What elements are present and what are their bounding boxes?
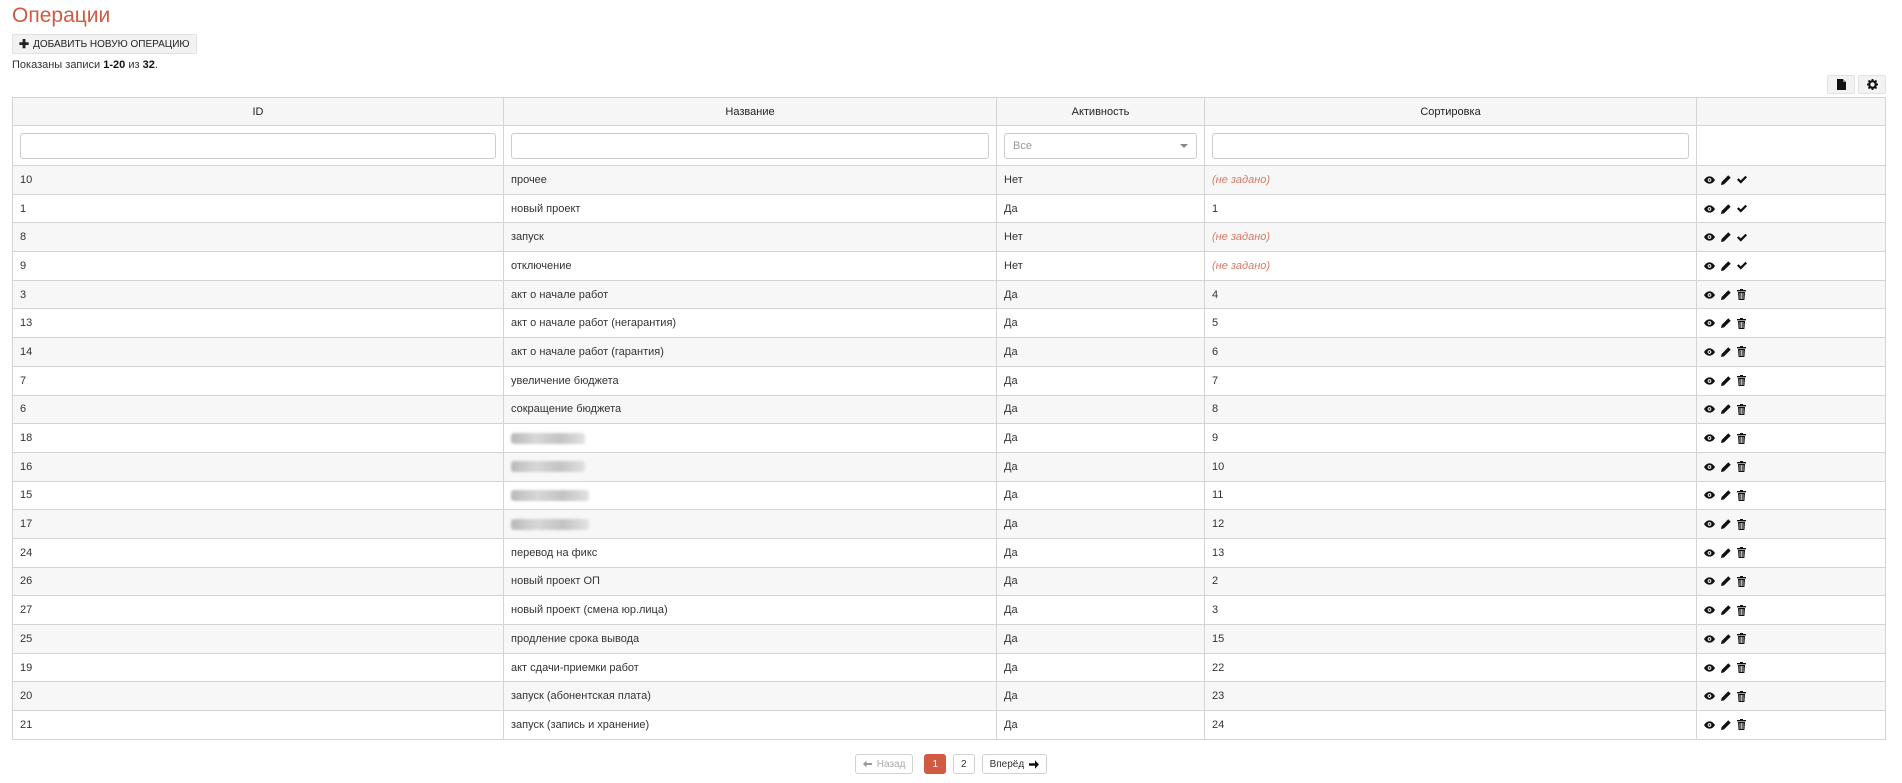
trash-icon[interactable] <box>1737 547 1746 558</box>
check-icon[interactable] <box>1737 204 1747 213</box>
row-actions <box>1704 633 1878 644</box>
cell-sort: 10 <box>1205 452 1697 481</box>
records-summary <box>12 59 158 71</box>
cell-sort: (не задано) <box>1205 252 1697 281</box>
table-row <box>13 538 1886 567</box>
row-actions <box>1704 232 1878 242</box>
redacted-text <box>511 461 585 472</box>
cell-id: 10 <box>13 166 504 195</box>
cell-active: Да <box>997 395 1205 424</box>
eye-icon[interactable] <box>1704 233 1715 241</box>
cell-id: 21 <box>13 711 504 740</box>
cell-sort: 23 <box>1205 682 1697 711</box>
filter-cell-active <box>997 126 1205 166</box>
table-row <box>13 625 1886 654</box>
cell-actions <box>1697 395 1886 424</box>
cell-id: 14 <box>13 338 504 367</box>
prev-page-button[interactable] <box>855 754 914 774</box>
pencil-icon[interactable] <box>1721 605 1731 615</box>
table-row <box>13 510 1886 539</box>
check-icon[interactable] <box>1737 261 1747 270</box>
page-title: Операции <box>12 4 111 27</box>
filter-cell-actions <box>1697 126 1886 166</box>
eye-icon[interactable] <box>1704 348 1715 356</box>
filter-cell-id <box>13 126 504 166</box>
header-sort[interactable]: Сортировка <box>1205 98 1697 126</box>
eye-icon[interactable] <box>1704 291 1715 299</box>
cell-id: 27 <box>13 596 504 625</box>
row-actions <box>1704 461 1878 472</box>
eye-icon[interactable] <box>1704 721 1715 729</box>
cell-id: 9 <box>13 252 504 281</box>
table-row <box>13 280 1886 309</box>
cell-actions <box>1697 338 1886 367</box>
cell-name: продление срока вывода <box>504 625 997 654</box>
cell-sort: 15 <box>1205 625 1697 654</box>
cell-name: сокращение бюджета <box>504 395 997 424</box>
trash-icon[interactable] <box>1737 318 1746 329</box>
cell-sort: 24 <box>1205 711 1697 740</box>
cell-id: 1 <box>13 194 504 223</box>
arrow-right-icon <box>1029 760 1039 769</box>
cell-actions <box>1697 309 1886 338</box>
cell-sort: 1 <box>1205 194 1697 223</box>
pencil-icon[interactable] <box>1721 347 1731 357</box>
cell-name: увеличение бюджета <box>504 366 997 395</box>
cell-name: акт о начале работ (гарантия) <box>504 338 997 367</box>
row-actions <box>1704 662 1878 673</box>
cell-actions <box>1697 711 1886 740</box>
cell-name <box>504 424 997 453</box>
cell-actions <box>1697 682 1886 711</box>
cell-name: новый проект <box>504 194 997 223</box>
cell-active: Да <box>997 424 1205 453</box>
cell-active: Да <box>997 452 1205 481</box>
redacted-text <box>511 433 585 444</box>
cell-name: новый проект ОП <box>504 567 997 596</box>
cell-sort: 7 <box>1205 366 1697 395</box>
row-actions <box>1704 175 1878 185</box>
cell-actions <box>1697 424 1886 453</box>
trash-icon[interactable] <box>1737 490 1746 501</box>
cell-active: Да <box>997 538 1205 567</box>
cell-name: отключение <box>504 252 997 281</box>
eye-icon[interactable] <box>1704 176 1715 184</box>
table-row <box>13 338 1886 367</box>
cell-actions <box>1697 481 1886 510</box>
table-row <box>13 682 1886 711</box>
row-actions <box>1704 346 1878 357</box>
row-actions <box>1704 547 1878 558</box>
cell-active: Да <box>997 338 1205 367</box>
next-page-button[interactable] <box>982 754 1048 774</box>
row-actions <box>1704 576 1878 587</box>
table-row <box>13 424 1886 453</box>
trash-icon[interactable] <box>1737 404 1746 415</box>
pencil-icon[interactable] <box>1721 318 1731 328</box>
cell-id: 6 <box>13 395 504 424</box>
cell-name: запуск (абонентская плата) <box>504 682 997 711</box>
pencil-icon[interactable] <box>1721 404 1731 414</box>
pencil-icon[interactable] <box>1721 576 1731 586</box>
cell-sort: 3 <box>1205 596 1697 625</box>
filter-id-input[interactable] <box>20 133 496 159</box>
eye-icon[interactable] <box>1704 635 1715 643</box>
plus-icon: ✚ <box>19 37 30 51</box>
eye-icon[interactable] <box>1704 463 1715 471</box>
cell-actions <box>1697 166 1886 195</box>
row-actions <box>1704 318 1878 329</box>
cell-active: Да <box>997 194 1205 223</box>
cell-active: Нет <box>997 252 1205 281</box>
cell-name: акт о начале работ (негарантия) <box>504 309 997 338</box>
pencil-icon[interactable] <box>1721 490 1731 500</box>
pencil-icon[interactable] <box>1721 232 1731 242</box>
cell-sort: (не задано) <box>1205 223 1697 252</box>
pagination <box>0 754 1902 774</box>
pencil-icon[interactable] <box>1721 634 1731 644</box>
trash-icon[interactable] <box>1737 289 1746 300</box>
table-row <box>13 395 1886 424</box>
eye-icon[interactable] <box>1704 319 1715 327</box>
summary-total: 32 <box>142 59 155 71</box>
cell-name <box>504 481 997 510</box>
cell-id: 15 <box>13 481 504 510</box>
pencil-icon[interactable] <box>1721 261 1731 271</box>
cell-active: Нет <box>997 166 1205 195</box>
eye-icon[interactable] <box>1704 664 1715 672</box>
trash-icon[interactable] <box>1737 605 1746 616</box>
table-row <box>13 567 1886 596</box>
cell-sort: 4 <box>1205 280 1697 309</box>
cell-active: Да <box>997 711 1205 740</box>
trash-icon[interactable] <box>1737 433 1746 444</box>
cell-active: Да <box>997 280 1205 309</box>
cell-actions <box>1697 538 1886 567</box>
cell-active: Да <box>997 567 1205 596</box>
file-icon <box>1837 79 1846 90</box>
cell-actions <box>1697 252 1886 281</box>
trash-icon[interactable] <box>1737 461 1746 472</box>
add-operation-label: ДОБАВИТЬ НОВУЮ ОПЕРАЦИЮ <box>33 38 190 50</box>
eye-icon[interactable] <box>1704 434 1715 442</box>
cell-sort: (не задано) <box>1205 166 1697 195</box>
eye-icon[interactable] <box>1704 205 1715 213</box>
table-row <box>13 653 1886 682</box>
pencil-icon[interactable] <box>1721 519 1731 529</box>
cell-actions <box>1697 625 1886 654</box>
cell-name: акт о начале работ <box>504 280 997 309</box>
cell-actions <box>1697 452 1886 481</box>
pencil-icon[interactable] <box>1721 376 1731 386</box>
trash-icon[interactable] <box>1737 691 1746 702</box>
filter-cell-name <box>504 126 997 166</box>
redacted-text <box>511 519 589 530</box>
pencil-icon[interactable] <box>1721 290 1731 300</box>
cell-id: 26 <box>13 567 504 596</box>
cell-actions <box>1697 280 1886 309</box>
summary-of: из <box>128 59 140 71</box>
redacted-text <box>511 490 589 501</box>
prev-page-label: Назад <box>876 758 906 770</box>
cell-active: Да <box>997 481 1205 510</box>
row-actions <box>1704 719 1878 730</box>
cell-name: новый проект (смена юр.лица) <box>504 596 997 625</box>
filter-cell-sort <box>1205 126 1697 166</box>
row-actions <box>1704 204 1878 214</box>
check-icon[interactable] <box>1737 233 1747 242</box>
cell-active: Нет <box>997 223 1205 252</box>
cell-active: Да <box>997 309 1205 338</box>
cell-actions <box>1697 596 1886 625</box>
add-operation-button[interactable] <box>12 34 197 54</box>
cell-id: 24 <box>13 538 504 567</box>
cell-id: 3 <box>13 280 504 309</box>
cell-actions <box>1697 510 1886 539</box>
eye-icon[interactable] <box>1704 262 1715 270</box>
summary-end: . <box>154 59 158 71</box>
cell-active: Да <box>997 510 1205 539</box>
cell-actions <box>1697 194 1886 223</box>
pencil-icon[interactable] <box>1721 433 1731 443</box>
cell-name: перевод на фикс <box>504 538 997 567</box>
cell-id: 8 <box>13 223 504 252</box>
filter-name-input[interactable] <box>511 133 989 159</box>
trash-icon[interactable] <box>1737 346 1746 357</box>
table-row <box>13 481 1886 510</box>
pencil-icon[interactable] <box>1721 462 1731 472</box>
eye-icon[interactable] <box>1704 491 1715 499</box>
header-actions <box>1697 98 1886 126</box>
table-row <box>13 452 1886 481</box>
trash-icon[interactable] <box>1737 662 1746 673</box>
table-row <box>13 194 1886 223</box>
cell-sort: 13 <box>1205 538 1697 567</box>
next-page-label: Вперёд <box>989 758 1025 770</box>
row-actions <box>1704 375 1878 386</box>
page-2-button[interactable]: 2 <box>953 754 975 774</box>
cell-active: Да <box>997 366 1205 395</box>
eye-icon[interactable] <box>1704 377 1715 385</box>
cell-sort: 6 <box>1205 338 1697 367</box>
trash-icon[interactable] <box>1737 576 1746 587</box>
header-name[interactable]: Название <box>504 98 997 126</box>
row-actions <box>1704 433 1878 444</box>
cell-name: прочее <box>504 166 997 195</box>
check-icon[interactable] <box>1737 175 1747 184</box>
gear-icon <box>1867 79 1878 90</box>
cell-active: Да <box>997 625 1205 654</box>
row-actions <box>1704 605 1878 616</box>
pencil-icon[interactable] <box>1721 548 1731 558</box>
cell-name: акт сдачи-приемки работ <box>504 653 997 682</box>
table-row <box>13 711 1886 740</box>
cell-actions <box>1697 223 1886 252</box>
cell-id: 17 <box>13 510 504 539</box>
table-row <box>13 223 1886 252</box>
cell-sort: 2 <box>1205 567 1697 596</box>
pencil-icon[interactable] <box>1721 663 1731 673</box>
cell-actions <box>1697 567 1886 596</box>
cell-name <box>504 452 997 481</box>
table-row <box>13 596 1886 625</box>
caret-down-icon <box>1180 144 1188 148</box>
cell-id: 20 <box>13 682 504 711</box>
cell-active: Да <box>997 596 1205 625</box>
cell-actions <box>1697 366 1886 395</box>
operations-table <box>12 97 1886 740</box>
header-active[interactable]: Активность <box>997 98 1205 126</box>
pencil-icon[interactable] <box>1721 720 1731 730</box>
cell-sort: 22 <box>1205 653 1697 682</box>
cell-id: 13 <box>13 309 504 338</box>
filter-active-value: Все <box>1013 139 1032 152</box>
cell-id: 19 <box>13 653 504 682</box>
row-actions <box>1704 404 1878 415</box>
table-row <box>13 366 1886 395</box>
cell-sort: 11 <box>1205 481 1697 510</box>
cell-actions <box>1697 653 1886 682</box>
eye-icon[interactable] <box>1704 520 1715 528</box>
cell-name <box>504 510 997 539</box>
trash-icon[interactable] <box>1737 375 1746 386</box>
cell-id: 25 <box>13 625 504 654</box>
cell-active: Да <box>997 682 1205 711</box>
row-actions <box>1704 490 1878 501</box>
cell-name: запуск (запись и хранение) <box>504 711 997 740</box>
pencil-icon[interactable] <box>1721 175 1731 185</box>
row-actions <box>1704 691 1878 702</box>
summary-range: 1-20 <box>103 59 126 71</box>
cell-id: 18 <box>13 424 504 453</box>
summary-prefix: Показаны записи <box>12 59 101 71</box>
export-button[interactable] <box>1827 75 1855 94</box>
cell-id: 16 <box>13 452 504 481</box>
eye-icon[interactable] <box>1704 577 1715 585</box>
trash-icon[interactable] <box>1737 719 1746 730</box>
cell-sort: 8 <box>1205 395 1697 424</box>
arrow-left-icon <box>863 760 872 768</box>
cell-active: Да <box>997 653 1205 682</box>
row-actions <box>1704 519 1878 530</box>
eye-icon[interactable] <box>1704 606 1715 614</box>
filter-sort-input[interactable] <box>1212 133 1689 159</box>
cell-sort: 12 <box>1205 510 1697 539</box>
filter-active-select[interactable] <box>1004 133 1197 159</box>
row-actions <box>1704 261 1878 271</box>
cell-name: запуск <box>504 223 997 252</box>
cell-sort: 5 <box>1205 309 1697 338</box>
eye-icon[interactable] <box>1704 692 1715 700</box>
table-row <box>13 252 1886 281</box>
table-row <box>13 309 1886 338</box>
pencil-icon[interactable] <box>1721 691 1731 701</box>
trash-icon[interactable] <box>1737 519 1746 530</box>
trash-icon[interactable] <box>1737 633 1746 644</box>
eye-icon[interactable] <box>1704 549 1715 557</box>
cell-sort: 9 <box>1205 424 1697 453</box>
settings-button[interactable] <box>1858 75 1886 94</box>
row-actions <box>1704 289 1878 300</box>
pencil-icon[interactable] <box>1721 204 1731 214</box>
header-id[interactable]: ID <box>13 98 504 126</box>
cell-id: 7 <box>13 366 504 395</box>
table-row <box>13 166 1886 195</box>
page-1-button[interactable]: 1 <box>924 754 946 774</box>
eye-icon[interactable] <box>1704 405 1715 413</box>
